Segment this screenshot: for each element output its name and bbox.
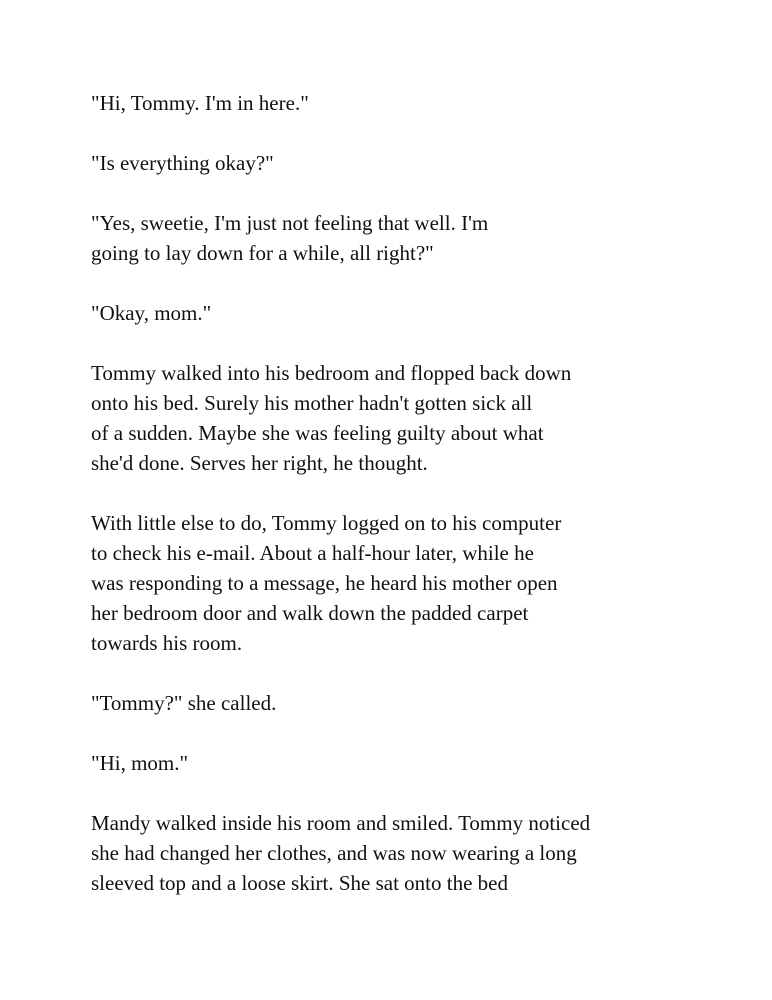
paragraph: [91, 298, 731, 328]
text-line: was responding to a message, he heard his mother open: [91, 571, 558, 595]
text-line: "Tommy?" she called.: [91, 691, 277, 715]
text-line: she had changed her clothes, and was now wearing a long: [91, 841, 577, 865]
text-line: her bedroom door and walk down the padded carpet: [91, 601, 529, 625]
text-line: Tommy walked into his bedroom and flopped back down: [91, 361, 572, 385]
text-line: onto his bed. Surely his mother hadn't gotten sick all: [91, 391, 533, 415]
text-line: "Okay, mom.": [91, 301, 212, 325]
text-line: towards his room.: [91, 631, 243, 655]
document-page: [91, 88, 731, 928]
text-line: With little else to do, Tommy logged on to his computer: [91, 511, 562, 535]
text-line: Mandy walked inside his room and smiled. Tommy noticed: [91, 811, 591, 835]
paragraph: [91, 808, 731, 898]
text-line: "Is everything okay?": [91, 151, 274, 175]
paragraph: [91, 358, 731, 478]
text-line: "Hi, Tommy. I'm in here.": [91, 91, 309, 115]
text-line: going to lay down for a while, all right?": [91, 241, 434, 265]
text-line: "Hi, mom.": [91, 751, 189, 775]
text-line: "Yes, sweetie, I'm just not feeling that well. I'm: [91, 211, 489, 235]
text-line: to check his e-mail. About a half-hour later, while he: [91, 541, 534, 565]
text-line: of a sudden. Maybe she was feeling guilty about what: [91, 421, 544, 445]
paragraph: [91, 748, 731, 778]
paragraph: [91, 88, 731, 118]
paragraph: [91, 148, 731, 178]
text-line: she'd done. Serves her right, he thought.: [91, 451, 428, 475]
text-line: sleeved top and a loose skirt. She sat onto the bed: [91, 871, 508, 895]
paragraph: [91, 508, 731, 658]
paragraph: [91, 208, 731, 268]
paragraph: [91, 688, 731, 718]
